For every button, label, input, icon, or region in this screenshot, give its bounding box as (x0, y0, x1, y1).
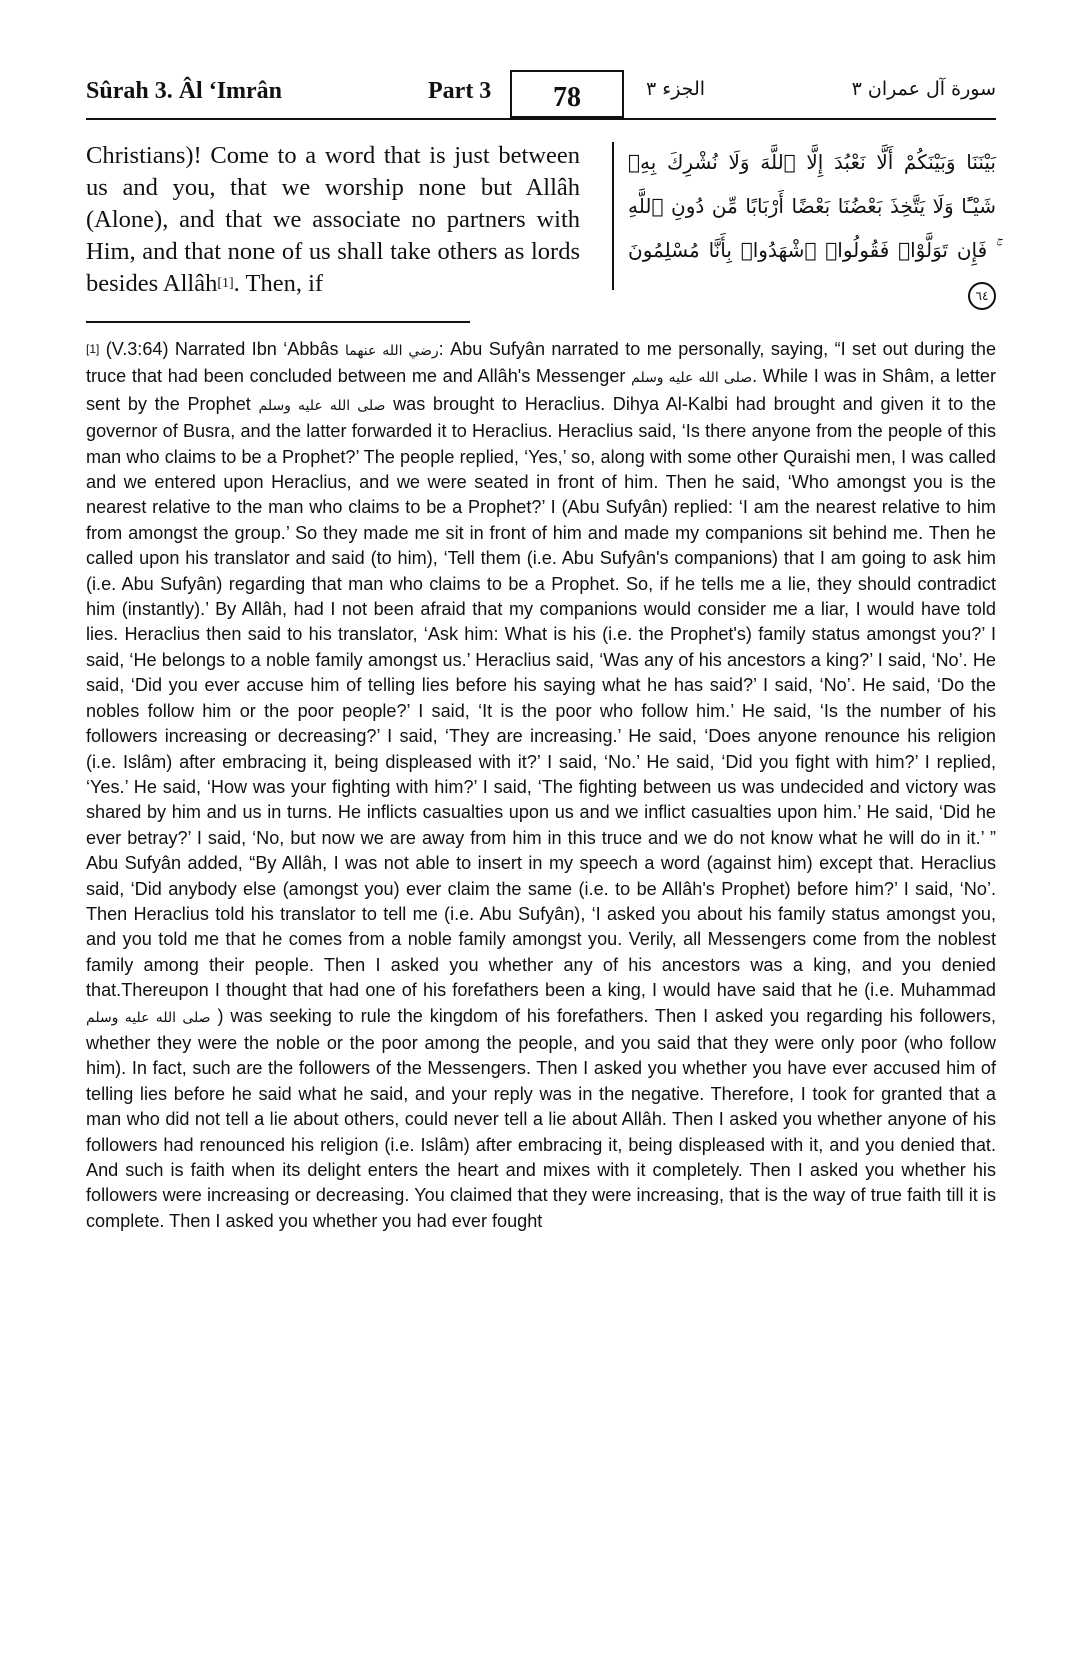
translation-text: Christians)! Come to a word that is just between us and you, that we worship none but Allâh (Alone), and that we associate no partners with Him, and that none of us shall take others as lords besides Allâh (86, 142, 580, 297)
arabic-verse-text: بَيْنَنَا وَبَيْنَكُمْ أَلَّا نَعْبُدَ إِلَّا ٱللَّهَ وَلَا نُشْرِكَ بِهِۦ شَيْـًٔا وَلَا يَتَّخِذَ بَعْضُنَا بَعْضًا أَرْبَابًا مِّن دُونِ ٱللَّهِ ۚ فَإِن تَوَلَّوْا۟ فَقُولُوا۟ ٱشْهَدُوا۟ بِأَنَّا مُسْلِمُونَ (628, 150, 996, 262)
header-rule (86, 118, 996, 120)
arabic-honorific: صلى الله عليه وسلم (631, 370, 753, 387)
ayah-number-marker: ٦٤ (968, 282, 996, 310)
arabic-verse-column (628, 140, 996, 316)
surah-title: Sûrah 3. Âl ‘Imrân (86, 78, 283, 104)
footnote-text-1: (V.3:64) Narrated Ibn ‘Abbâs (105, 339, 345, 359)
footnote-mark: [1] (86, 342, 100, 356)
footnote-text-4: was brought to Heraclius. Dihya Al-Kalbi had brought and given it to the governor of Busra, and the latter forwarded it to Heraclius. Heraclius said, ‘Is there anyone from the people of this man who claims to be a Prophet?’ The people replied, ‘Yes,’ so, along with some other Quraishi men, I was called and we entered upon Heraclius, and we were seated in front of him. Then he said, ‘Who amongst you is the nearest relative to the man who claims to be a Prophet?’ I (Abu Sufyân) replied: ‘I am the nearest relative to him from amongst the group.’ So they made me sit in front of him and made my companions sit behind me. Then he called upon his translator and said (to him), ‘Tell them (i.e. Abu Sufyân's companions) that I am going to ask him (i.e. Abu Sufyân) regarding that man who claims to be a Prophet. So, if he tells me a lie, they should contradict him (instantly).’ By Allâh, had I not been afraid that my companions would consider me a liar, I would have told lies. Heraclius then said to his translator, ‘Ask him: What is his (i.e. the Prophet's) family status amongst you?’ I said, ‘He belongs to a noble family amongst us.’ Heraclius said, ‘Was any of his ancestors a king?’ I said, ‘No’. He said, ‘Did you ever accuse him of telling lies before his saying what he has said?’ I said, ‘No’. He said, ‘Do the nobles follow him or the poor people?’ I said, ‘It is the poor who follow him.’ He said, ‘Is the number of his followers increasing or decreasing?’ I said, ‘They are increasing.’ He said, ‘Does anyone renounce his religion (i.e. Islâm) after embracing it, being displeased with it?’ I said, ‘No.’ He said, ‘Did you fight with him?’ I replied, ‘Yes.’ He said, ‘How was your fighting with him?’ I said, ‘The fighting between us was undecided and victory was shared by him and us in turns. He inflicts casualties upon us and we inflict casualties upon him.’ He said, ‘Did he ever betray?’ I said, ‘No, but now we are away from him in this truce and we do not know what he will do in it.’ ” Abu Sufyân added, “By Allâh, I was not able to insert in my speech a word (against him) except that. Heraclius said, ‘Did anybody else (amongst you) ever claim the same (i.e. to be Allâh's Prophet) before him?’ I said, ‘No’. Then Heraclius told his translator to tell me (i.e. Abu Sufyân), ‘I asked you about his family status amongst you, and you told me that he comes from a noble family amongst you. Verily, all Messengers come from the noblest family among their people. Then I asked you whether any of his ancestors was a king, and you denied that.Thereupon I thought that had one of his forefathers been a king, I would have said that he (i.e. Muhammad (86, 393, 997, 1001)
arabic-honorific: صلى الله عليه وسلم (86, 1009, 211, 1026)
page-header (86, 70, 996, 120)
arabic-honorific: رضي الله عنهما (344, 343, 439, 359)
footnote-reference: [1] (217, 276, 234, 291)
footnote-text-5: ) was seeking to rule the kingdom of his forefathers. Then I asked you regarding his followers, whether they were the noble or the poor among the people, and you said that they were only poor (who follow him). In fact, such are the followers of the Messengers. Then I asked you whether you have ever accused him of telling lies before he said what he said, and your reply was in the negative. Therefore, I took for granted that a man who did not tell a lie about others, could never tell a lie about Allâh. Then I asked you whether anyone of his followers had renounced his religion (i.e. Islâm) after embracing it, being displeased with it, and you denied that. And such is faith when its delight enters the heart and mixes with it completely. Then I asked you whether his followers were increasing or decreasing. You claimed that they were increasing, that is the way of true faith till it is complete. Then I asked you whether you had ever fought (86, 1005, 997, 1231)
footnote-rule (86, 321, 470, 323)
page-number: 78 (510, 70, 624, 118)
juz-label-arabic: الجزء ٣ (646, 78, 706, 100)
surah-title-arabic: سورة آل عمران ٣ (851, 78, 996, 100)
footnote-text-3: . While I was in Shâm, a letter sent by the Prophet (86, 366, 996, 414)
footnote-text-2: : Abu Sufyân narrated to me personally, saying, “I set out during the truce that had been concluded between me and Allâh's Messenger (86, 339, 997, 387)
part-label: Part 3 (428, 78, 492, 104)
translation-text-end: . Then, if (233, 270, 324, 297)
footnote (86, 337, 996, 1234)
arabic-honorific: صلى الله عليه وسلم (258, 397, 386, 414)
translation-column (86, 140, 580, 300)
column-divider (612, 142, 614, 290)
